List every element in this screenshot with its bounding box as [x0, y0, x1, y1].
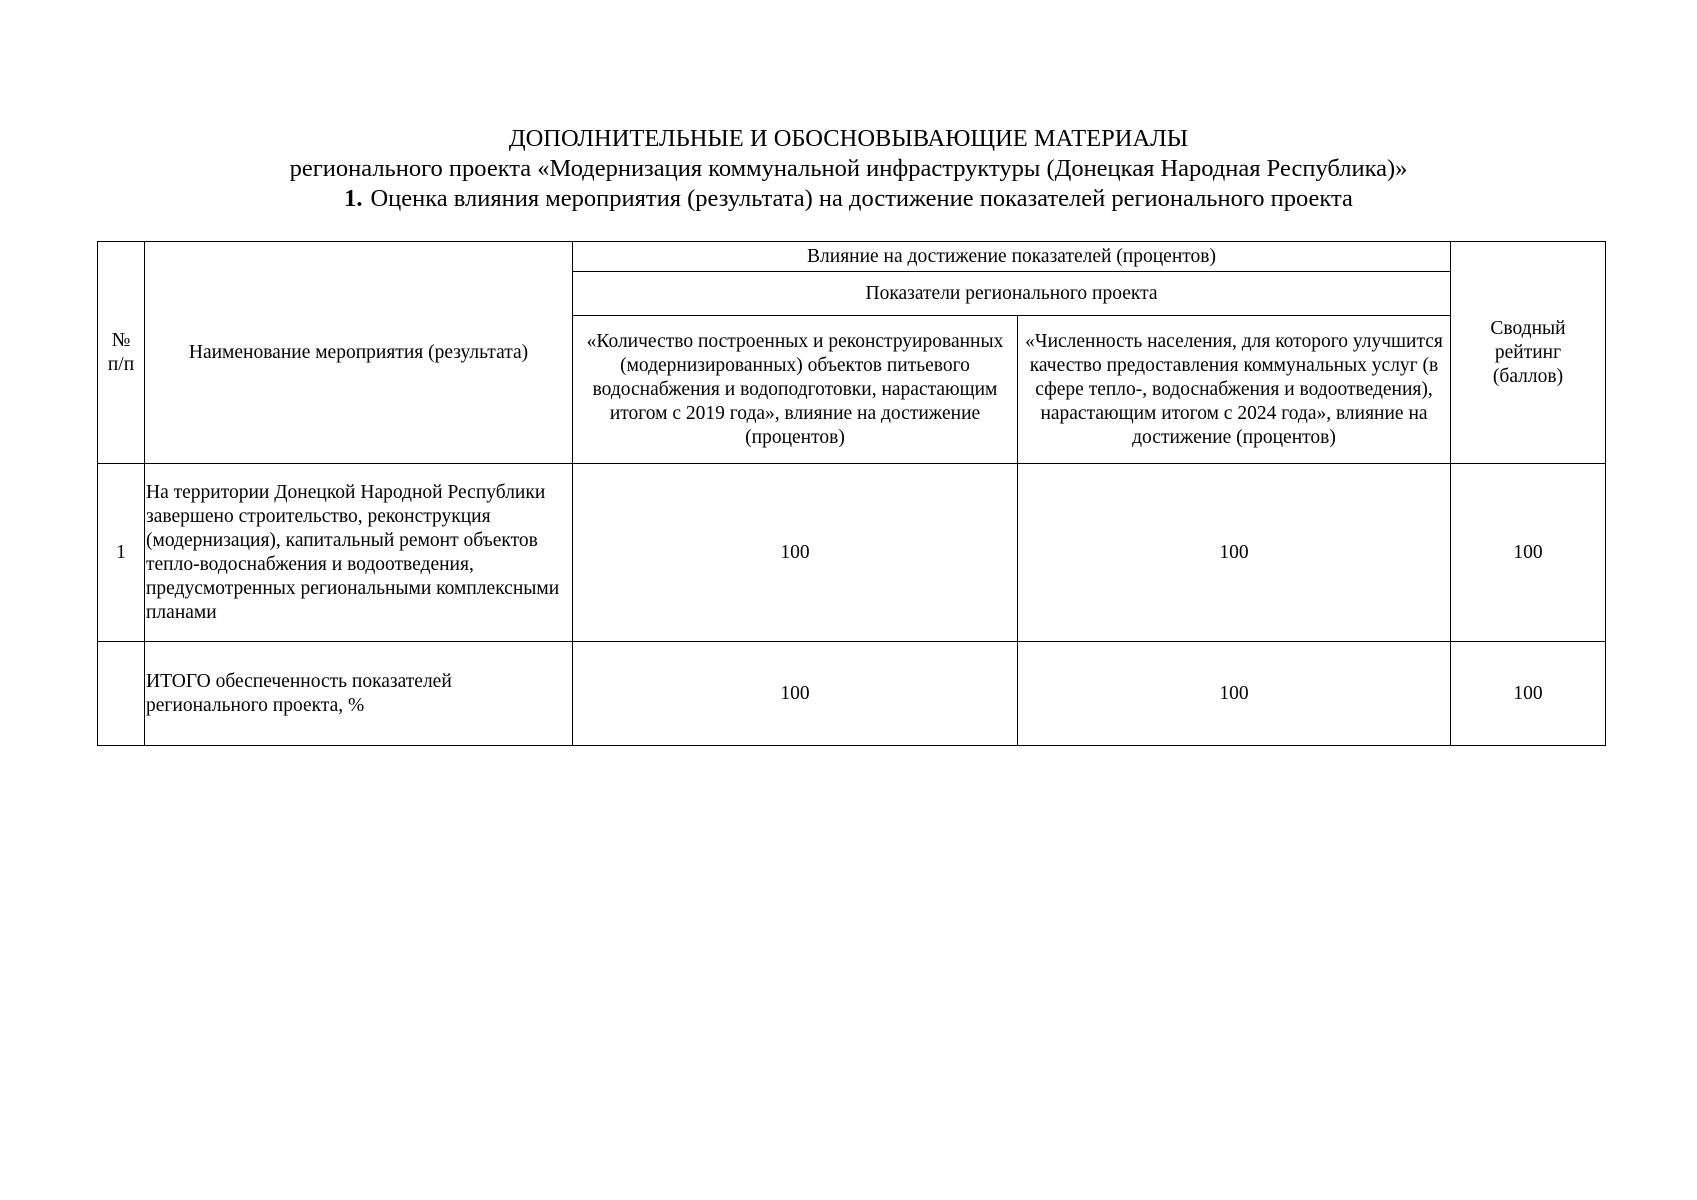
row-indicator-1: 100: [573, 464, 1018, 642]
header-number: № п/п: [98, 242, 145, 464]
section-title: Оценка влияния мероприятия (результата) на достижение показателей регионального проекта: [370, 185, 1353, 212]
header-rating: Сводный рейтинг (баллов): [1451, 242, 1606, 464]
section-heading: [0, 184, 1697, 214]
total-name: ИТОГО обеспеченность показателей регионального проекта, %: [145, 642, 573, 746]
header-name: Наименование мероприятия (результата): [145, 242, 573, 464]
assessment-table: [97, 241, 1606, 746]
header-indicators: Показатели регионального проекта: [573, 272, 1451, 316]
heading-title: ДОПОЛНИТЕЛЬНЫЕ И ОБОСНОВЫВАЮЩИЕ МАТЕРИАЛЫ: [508, 125, 1189, 152]
header-row-1: [98, 242, 1606, 272]
section-number: 1.: [344, 185, 363, 212]
row-number: 1: [98, 464, 145, 642]
total-rating: 100: [1451, 642, 1606, 746]
header-indicator-2: «Численность населения, для которого улучшится качество предоставления коммунальных услуг (в сфере тепло-, водоснабжения и водоотведения), нарастающим итогом с 2024 года», влияние на достижение (процентов): [1018, 316, 1451, 464]
header-influence: Влияние на достижение показателей (процентов): [573, 242, 1451, 272]
row-name: На территории Донецкой Народной Республики завершено строительство, реконструкция (модернизация), капитальный ремонт объектов тепло-водоснабжения и водоотведения, предусмотренных региональными комплексными планами: [145, 464, 573, 642]
total-indicator-1: 100: [573, 642, 1018, 746]
document-heading: [0, 124, 1697, 214]
row-rating: 100: [1451, 464, 1606, 642]
total-indicator-2: 100: [1018, 642, 1451, 746]
total-row: [98, 642, 1606, 746]
heading-project-name: регионального проекта «Модернизация коммунальной инфраструктуры (Донецкая Народная Республика)»: [289, 155, 1408, 182]
table-row: [98, 464, 1606, 642]
row-indicator-2: 100: [1018, 464, 1451, 642]
header-indicator-1: «Количество построенных и реконструированных (модернизированных) объектов питьевого водоснабжения и водоподготовки, нарастающим итогом с 2019 года», влияние на достижение (процентов): [573, 316, 1018, 464]
total-number: [98, 642, 145, 746]
